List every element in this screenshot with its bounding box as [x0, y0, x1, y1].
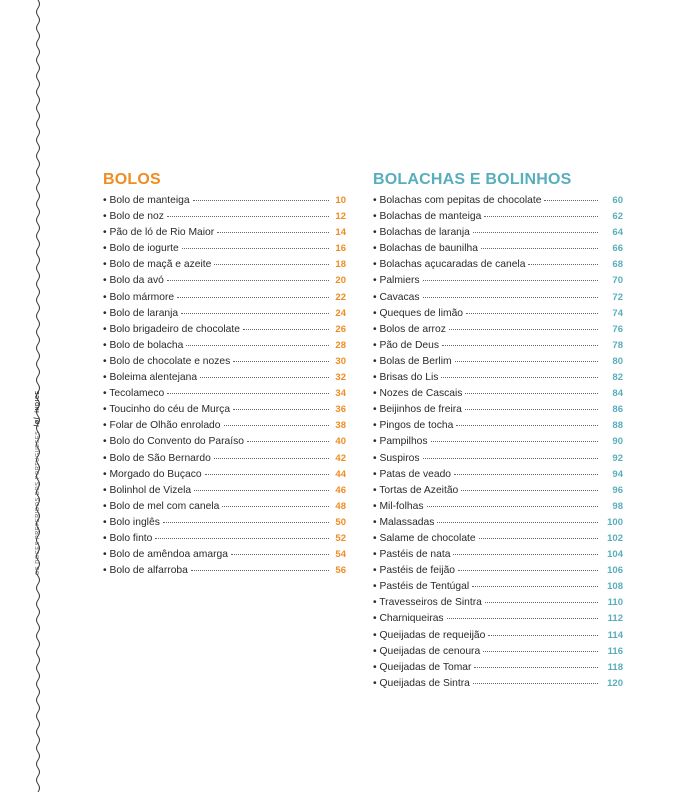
- toc-entry-title: • Boleima alentejana: [103, 372, 198, 384]
- toc-entry-page-number: 54: [335, 549, 346, 561]
- toc-entry-page-number: 60: [612, 195, 623, 206]
- toc-entry: [103, 209, 346, 225]
- toc-entry: [103, 225, 346, 241]
- toc-entry: [373, 370, 623, 386]
- toc-dot-leader: [456, 425, 598, 426]
- toc-entry-page-number: 74: [612, 307, 623, 319]
- toc-entry: [103, 241, 346, 257]
- toc-entry: [103, 531, 346, 547]
- toc-entry: [373, 467, 623, 483]
- toc-dot-leader: [205, 474, 329, 475]
- toc-entry-page-number: 116: [607, 645, 623, 657]
- toc-entry-title: • Bolachas de manteiga: [373, 211, 482, 223]
- toc-dot-leader: [528, 264, 598, 265]
- toc-entry: [373, 676, 623, 692]
- toc-entry-title: • Bolo finto: [103, 532, 153, 544]
- toc-entry: [103, 386, 346, 402]
- toc-entry-title: • Pastéis de nata: [373, 549, 451, 561]
- toc-entry-title: • Bolo brigadeiro de chocolate: [103, 323, 240, 335]
- toc-entry-title: • Bolachas com pepitas de chocolate: [373, 195, 542, 206]
- toc-entry: [373, 354, 623, 370]
- toc-entry: [373, 547, 623, 563]
- toc-entry-title: • Patas de veado: [373, 468, 452, 480]
- toc-entry-title: • Mil-folhas: [373, 500, 424, 512]
- toc-entry-page-number: 18: [335, 259, 346, 271]
- toc-dot-leader: [442, 345, 598, 346]
- toc-entry-page-number: 48: [335, 500, 346, 512]
- toc-entry: [103, 515, 346, 531]
- toc-dot-leader: [191, 570, 329, 571]
- toc-dot-leader: [423, 458, 598, 459]
- toc-entry-page-number: 32: [335, 372, 346, 384]
- toc-entry-page-number: 24: [335, 307, 346, 319]
- toc-entry-title: • Tecolameco: [103, 388, 165, 400]
- toc-entry-page-number: 56: [335, 565, 346, 577]
- toc-entry-title: • Pingos de tocha: [373, 420, 454, 432]
- toc-entry-page-number: 90: [612, 436, 623, 448]
- toc-entry-title: • Bolo de alfarroba: [103, 565, 188, 577]
- toc-dot-leader: [423, 280, 598, 281]
- toc-entry: [103, 499, 346, 515]
- toc-dot-leader: [177, 297, 329, 298]
- toc-entry-title: • Bolo de iogurte: [103, 243, 179, 255]
- toc-entry-title: • Bolo mármore: [103, 291, 175, 303]
- toc-entry-page-number: 42: [335, 452, 346, 464]
- toc-entry-page-number: 118: [607, 661, 623, 673]
- toc-entry-page-number: 98: [612, 500, 623, 512]
- toc-dot-leader: [454, 474, 598, 475]
- toc-entry-page-number: 72: [612, 291, 623, 303]
- toc-entry-page-number: 92: [612, 452, 623, 464]
- toc-entry: [373, 499, 623, 515]
- toc-entry-title: • Bolas de Berlim: [373, 355, 452, 367]
- toc-entry-title: • Bolachas açucaradas de canela: [373, 259, 526, 271]
- toc-entry-title: • Cavacas: [373, 291, 420, 303]
- toc-entry: [103, 338, 346, 354]
- toc-entry: [373, 402, 623, 418]
- toc-dot-leader: [431, 441, 598, 442]
- toc-dot-leader: [485, 602, 598, 603]
- toc-entry-title: • Queijadas de requeijão: [373, 629, 486, 641]
- toc-entry: [373, 644, 623, 660]
- toc-dot-leader: [214, 264, 329, 265]
- toc-dot-leader: [488, 635, 598, 636]
- toc-dot-leader: [544, 200, 598, 201]
- toc-dot-leader: [222, 506, 329, 507]
- toc-dot-leader: [465, 409, 598, 410]
- toc-entry: [373, 225, 623, 241]
- toc-entry-page-number: 46: [335, 484, 346, 496]
- section-heading-bolachas: BOLACHAS E BOLINHOS: [373, 171, 572, 188]
- toc-entry-page-number: 82: [612, 372, 623, 384]
- toc-dot-leader: [481, 248, 598, 249]
- toc-entry-title: • Bolo inglês: [103, 516, 160, 528]
- toc-entry-page-number: 114: [607, 629, 623, 641]
- toc-entry-page-number: 30: [335, 355, 346, 367]
- toc-entry-title: • Bolinhol de Vizela: [103, 484, 192, 496]
- toc-entry-title: • Suspiros: [373, 452, 420, 464]
- toc-list-bolos: [103, 193, 346, 579]
- toc-entry-page-number: 22: [335, 291, 346, 303]
- toc-entry-title: • Pampilhos: [373, 436, 428, 448]
- toc-dot-leader: [200, 377, 329, 378]
- toc-dot-leader: [437, 522, 598, 523]
- toc-entry: [373, 241, 623, 257]
- toc-entry-title: • Bolos de arroz: [373, 323, 446, 335]
- toc-entry-page-number: 38: [335, 420, 346, 432]
- toc-entry: [103, 354, 346, 370]
- toc-entry: [103, 418, 346, 434]
- toc-entry-title: • Folar de Olhão enrolado: [103, 420, 221, 432]
- toc-entry-page-number: 96: [612, 484, 623, 496]
- toc-entry-title: • Pão de ló de Rio Maior: [103, 227, 215, 239]
- toc-entry-title: • Nozes de Cascais: [373, 388, 463, 400]
- toc-entry: [103, 563, 346, 579]
- toc-entry-title: • Pastéis de feijão: [373, 565, 456, 577]
- toc-entry-page-number: 76: [612, 323, 623, 335]
- toc-entry: [373, 531, 623, 547]
- toc-entry: [373, 306, 623, 322]
- toc-entry: [373, 434, 623, 450]
- toc-dot-leader: [465, 393, 598, 394]
- toc-entry-page-number: 10: [335, 195, 346, 206]
- toc-entry-title: • Queijadas de cenoura: [373, 645, 481, 657]
- toc-list-bolachas: [373, 193, 623, 692]
- toc-entry-page-number: 26: [335, 323, 346, 335]
- toc-entry-page-number: 20: [335, 275, 346, 287]
- toc-entry-title: • Bolo de mel com canela: [103, 500, 220, 512]
- toc-entry: [373, 563, 623, 579]
- spine-book-title: OS DOCES PREFERIDOS DOS PORTUGUESES: [34, 430, 41, 575]
- spine-running-header: [34, 390, 41, 575]
- toc-dot-leader: [247, 441, 329, 442]
- toc-entry-title: • Charniqueiras: [373, 613, 444, 625]
- toc-dot-leader: [427, 506, 598, 507]
- toc-entry-title: • Bolo de laranja: [103, 307, 179, 319]
- toc-entry-title: • Pão de Deus: [373, 339, 439, 351]
- toc-dot-leader: [167, 280, 329, 281]
- toc-entry-page-number: 44: [335, 468, 346, 480]
- toc-dot-leader: [155, 538, 329, 539]
- toc-entry-page-number: 84: [612, 388, 623, 400]
- toc-entry-page-number: 80: [612, 355, 623, 367]
- toc-dot-leader: [453, 554, 598, 555]
- toc-entry-title: • Tortas de Azeitão: [373, 484, 459, 496]
- toc-dot-leader: [441, 377, 598, 378]
- toc-entry-title: • Morgado do Buçaco: [103, 468, 202, 480]
- toc-entry-page-number: 100: [607, 516, 623, 528]
- toc-entry-page-number: 50: [335, 516, 346, 528]
- toc-entry-title: • Bolo do Convento do Paraíso: [103, 436, 244, 448]
- toc-entry: [373, 418, 623, 434]
- toc-entry: [373, 451, 623, 467]
- toc-dot-leader: [243, 329, 329, 330]
- toc-entry-title: • Bolo de amêndoa amarga: [103, 549, 228, 561]
- toc-entry: [373, 595, 623, 611]
- toc-entry-page-number: 62: [612, 211, 623, 223]
- toc-entry: [103, 322, 346, 338]
- toc-dot-leader: [167, 393, 329, 394]
- toc-entry-title: • Queijadas de Tomar: [373, 661, 472, 673]
- toc-dot-leader: [473, 232, 598, 233]
- toc-entry-page-number: 78: [612, 339, 623, 351]
- toc-dot-leader: [484, 216, 598, 217]
- toc-entry: [373, 386, 623, 402]
- toc-dot-leader: [214, 458, 329, 459]
- toc-entry: [103, 467, 346, 483]
- toc-dot-leader: [473, 683, 598, 684]
- toc-entry: [103, 547, 346, 563]
- toc-entry: [373, 628, 623, 644]
- toc-entry-page-number: 66: [612, 243, 623, 255]
- toc-entry-title: • Bolo de bolacha: [103, 339, 184, 351]
- spine-section-label: ÍNDICE: [34, 390, 41, 413]
- toc-dot-leader: [455, 361, 598, 362]
- toc-dot-leader: [186, 345, 329, 346]
- toc-entry: [103, 370, 346, 386]
- toc-entry-page-number: 40: [335, 436, 346, 448]
- toc-entry: [103, 193, 346, 209]
- toc-entry-page-number: 28: [335, 339, 346, 351]
- toc-entry-page-number: 112: [607, 613, 623, 625]
- toc-entry: [373, 579, 623, 595]
- toc-entry: [373, 338, 623, 354]
- toc-dot-leader: [466, 313, 598, 314]
- toc-entry-title: • Bolo de noz: [103, 211, 164, 223]
- toc-dot-leader: [233, 361, 329, 362]
- toc-entry-title: • Bolachas de laranja: [373, 227, 470, 239]
- toc-entry-page-number: 108: [607, 581, 623, 593]
- toc-entry: [103, 434, 346, 450]
- toc-dot-leader: [167, 216, 329, 217]
- toc-entry: [103, 290, 346, 306]
- toc-dot-leader: [181, 313, 329, 314]
- toc-entry: [373, 515, 623, 531]
- toc-dot-leader: [483, 651, 598, 652]
- toc-dot-leader: [461, 490, 598, 491]
- toc-entry-page-number: 120: [607, 677, 623, 689]
- toc-entry-title: • Bolo de manteiga: [103, 195, 190, 206]
- toc-entry-title: • Malassadas: [373, 516, 435, 528]
- toc-entry: [373, 193, 623, 209]
- section-heading-bolos: BOLOS: [103, 171, 161, 188]
- toc-entry-page-number: 70: [612, 275, 623, 287]
- toc-entry-page-number: 94: [612, 468, 623, 480]
- toc-dot-leader: [449, 329, 598, 330]
- spine-logo: /ø/: [34, 416, 41, 427]
- toc-entry-page-number: 52: [335, 532, 346, 544]
- toc-dot-leader: [194, 490, 329, 491]
- toc-entry-page-number: 110: [607, 597, 623, 609]
- toc-entry-title: • Bolo de maçã e azeite: [103, 259, 212, 271]
- toc-entry: [103, 402, 346, 418]
- toc-entry-title: • Queijadas de Sintra: [373, 677, 470, 689]
- toc-entry-title: • Queques de limão: [373, 307, 464, 319]
- toc-entry-title: • Toucinho do céu de Murça: [103, 404, 231, 416]
- toc-entry-title: • Brisas do Lis: [373, 372, 439, 384]
- toc-entry: [373, 290, 623, 306]
- toc-entry-page-number: 36: [335, 404, 346, 416]
- toc-entry-title: • Bolo de São Bernardo: [103, 452, 211, 464]
- toc-entry-title: • Bolo de chocolate e nozes: [103, 355, 231, 367]
- toc-entry: [373, 257, 623, 273]
- toc-dot-leader: [217, 232, 329, 233]
- toc-entry: [373, 483, 623, 499]
- toc-dot-leader: [224, 425, 329, 426]
- toc-entry: [103, 451, 346, 467]
- toc-dot-leader: [423, 297, 598, 298]
- toc-dot-leader: [458, 570, 598, 571]
- toc-entry-page-number: 12: [335, 211, 346, 223]
- toc-dot-leader: [474, 667, 598, 668]
- toc-entry-page-number: 64: [612, 227, 623, 239]
- toc-entry-page-number: 102: [607, 532, 623, 544]
- toc-entry: [103, 257, 346, 273]
- toc-entry-page-number: 14: [335, 227, 346, 239]
- toc-entry-title: • Salame de chocolate: [373, 532, 476, 544]
- toc-dot-leader: [472, 586, 598, 587]
- toc-entry: [373, 322, 623, 338]
- toc-entry-title: • Beijinhos de freira: [373, 404, 462, 416]
- toc-column-bolos: [103, 171, 346, 579]
- toc-column-bolachas: [373, 171, 623, 692]
- toc-dot-leader: [479, 538, 598, 539]
- toc-dot-leader: [163, 522, 329, 523]
- toc-entry-page-number: 16: [335, 243, 346, 255]
- toc-entry-page-number: 68: [612, 259, 623, 271]
- toc-entry-page-number: 104: [607, 549, 623, 561]
- toc-dot-leader: [233, 409, 329, 410]
- toc-entry-title: • Bolo da avó: [103, 275, 164, 287]
- toc-dot-leader: [447, 618, 598, 619]
- toc-dot-leader: [193, 200, 329, 201]
- toc-entry: [373, 209, 623, 225]
- toc-dot-leader: [182, 248, 329, 249]
- toc-entry: [103, 273, 346, 289]
- toc-entry-title: • Pastéis de Tentúgal: [373, 581, 470, 593]
- toc-entry: [373, 660, 623, 676]
- toc-entry: [103, 306, 346, 322]
- toc-entry-page-number: 88: [612, 420, 623, 432]
- toc-entry: [103, 483, 346, 499]
- toc-entry-page-number: 106: [607, 565, 623, 577]
- toc-dot-leader: [231, 554, 329, 555]
- toc-entry-title: • Palmiers: [373, 275, 420, 287]
- toc-entry-title: • Bolachas de baunilha: [373, 243, 478, 255]
- toc-entry: [373, 273, 623, 289]
- toc-entry-page-number: 34: [335, 388, 346, 400]
- toc-entry: [373, 611, 623, 627]
- toc-entry-page-number: 86: [612, 404, 623, 416]
- toc-entry-title: • Travesseiros de Sintra: [373, 597, 482, 609]
